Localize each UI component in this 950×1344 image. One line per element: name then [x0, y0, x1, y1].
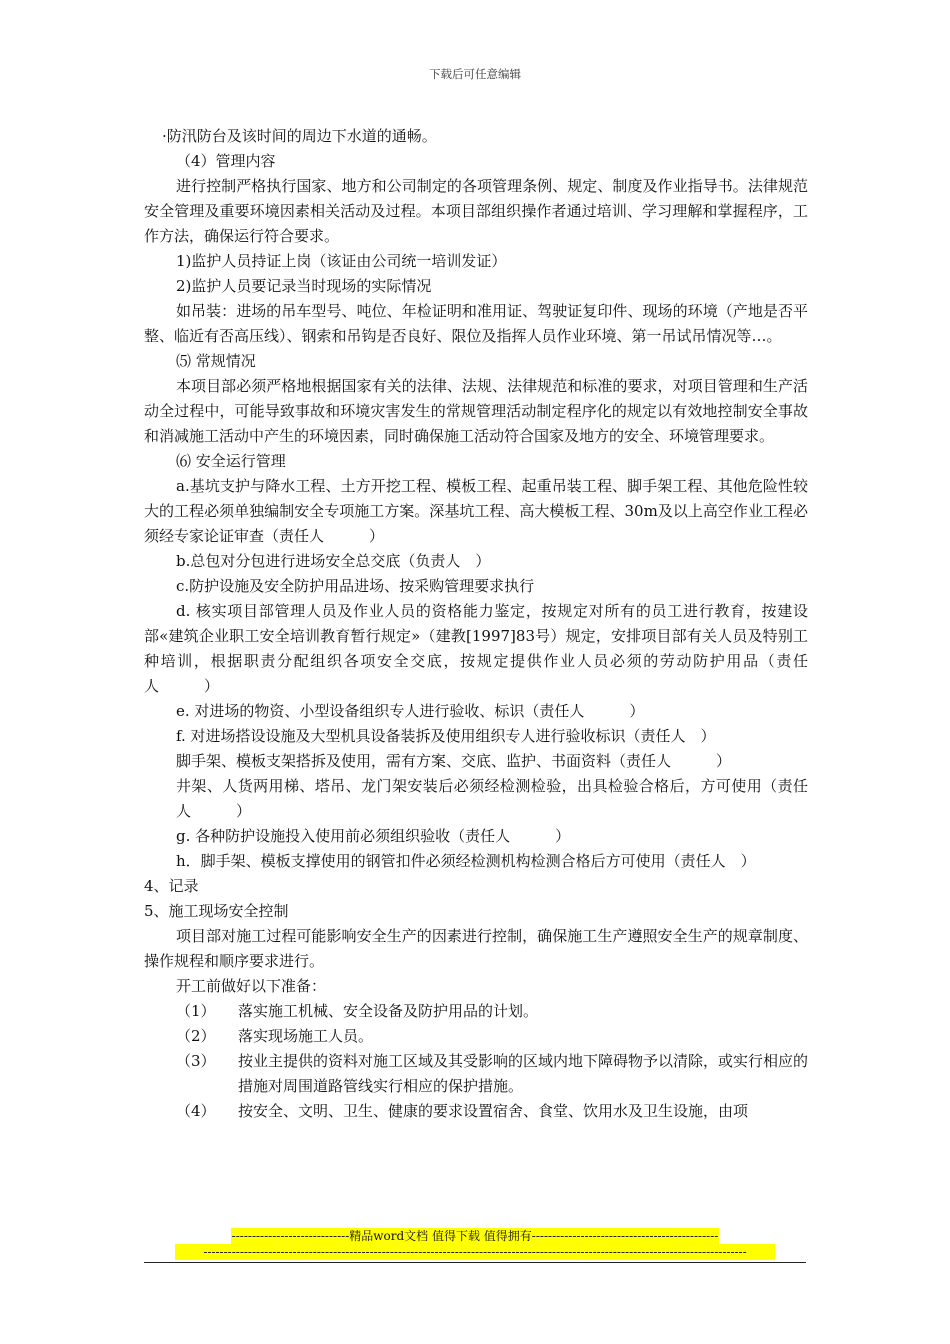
footer-divider-text: -------------------------------------------------------------------------------------------------------------------------------------- [175, 1244, 775, 1260]
paragraph: h．脚手架、模板支撑使用的钢管扣件必须经检测机构检测合格后方可使用（责任人 ） [176, 852, 756, 870]
paragraph: a.基坑支护与降水工程、土方开挖工程、模板工程、起重吊装工程、脚手架工程、其他危险性较大的工程必须单独编制安全专项施工方案。深基坑工程、高大模板工程、30m及以上高空作业工程必须经专家论证审查（责任人 ） [144, 477, 808, 545]
list-number: （4） [176, 1102, 216, 1120]
paragraph: e. 对进场的物资、小型设备组织专人进行验收、标识（责任人 ） [176, 702, 645, 720]
page-header: 下载后可任意编辑 [429, 67, 521, 81]
section-heading: 4、记录 [144, 877, 199, 895]
list-item [144, 1099, 808, 1124]
footer-banner: -----------------------------精品word文档 值得下载 值得拥有---------------------------------------------- [231, 1229, 719, 1243]
section-heading: 5、施工现场安全控制 [144, 902, 289, 920]
paragraph: g. 各种防护设施投入使用前必须组织验收（责任人 ） [176, 827, 571, 845]
paragraph: 1)监护人员持证上岗（该证由公司统一培训发证） [176, 252, 507, 270]
paragraph: d. 核实项目部管理人员及作业人员的资格能力鉴定，按规定对所有的员工进行教育，按建设部«建筑企业职工安全培训教育暂行规定»（建教[1997]83号）规定，安排项目部有关人员及特别工种培训，根据职责分配组织各项安全交底，按规定提供作业人员必须的劳动防护用品（责任人 ） [144, 602, 808, 695]
list-text: 按业主提供的资料对施工区域及其受影响的区域内地下障碍物予以清除，或实行相应的措施对周围道路管线实行相应的保护措施。 [238, 1052, 809, 1095]
paragraph: 2)监护人员要记录当时现场的实际情况 [176, 277, 432, 295]
list-item [144, 1024, 808, 1049]
section-heading: ⑸ 常规情况 [176, 352, 256, 370]
paragraph: ·防汛防台及该时间的周边下水道的通畅。 [162, 127, 437, 145]
paragraph: 项目部对施工过程可能影响安全生产的因素进行控制，确保施工生产遵照安全生产的规章制度、操作规程和顺序要求进行。 [144, 927, 808, 970]
paragraph: 本项目部必须严格地根据国家有关的法律、法规、法律规范和标准的要求，对项目管理和生产活动全过程中，可能导致事故和环境灾害发生的常规管理活动制定程序化的规定以有效地控制安全事故和消减施工活动中产生的环境因素，同时确保施工活动符合国家及地方的安全、环境管理要求。 [144, 377, 808, 445]
document-body [144, 124, 808, 1124]
list-number: （2） [176, 1027, 216, 1045]
paragraph: 脚手架、模板支架搭拆及使用，需有方案、交底、监护、书面资料（责任人 ） [176, 752, 732, 770]
list-number: （1） [176, 1002, 216, 1020]
paragraph: f. 对进场搭设设施及大型机具设备装拆及使用组织专人进行验收标识（责任人 ） [176, 727, 716, 745]
paragraph: 开工前做好以下准备： [176, 977, 327, 995]
page-footer [0, 1228, 950, 1260]
list-text: 落实施工机械、安全设备及防护用品的计划。 [238, 1002, 539, 1020]
list-text: 按安全、文明、卫生、健康的要求设置宿舍、食堂、饮用水及卫生设施，由项 [238, 1102, 749, 1120]
section-heading: ⑹ 安全运行管理 [176, 452, 286, 470]
paragraph: 井架、人货两用梯、塔吊、龙门架安装后必须经检测检验，出具检验合格后，方可使用（责任人 ） [176, 777, 808, 820]
paragraph: 进行控制严格执行国家、地方和公司制定的各项管理条例、规定、制度及作业指导书。法律规范安全管理及重要环境因素相关活动及过程。本项目部组织操作者通过培训、学习理解和掌握程序，工作方法，确保运行符合要求。 [144, 177, 808, 245]
paragraph: c.防护设施及安全防护用品进场、按采购管理要求执行 [176, 577, 535, 595]
list-text: 落实现场施工人员。 [238, 1027, 374, 1045]
list-item [144, 1049, 808, 1099]
section-heading: （4）管理内容 [176, 152, 276, 170]
paragraph: 如吊装：进场的吊车型号、吨位、年检证明和准用证、驾驶证复印件、现场的环境（产地是否平整、临近有否高压线）、钢索和吊钩是否良好、限位及指挥人员作业环境、第一吊试吊情况等…。 [144, 302, 808, 345]
paragraph: b.总包对分包进行进场安全总交底（负责人 ） [176, 552, 491, 570]
list-item [144, 999, 808, 1024]
footer-rule [144, 1262, 806, 1263]
list-number: （3） [176, 1052, 216, 1070]
